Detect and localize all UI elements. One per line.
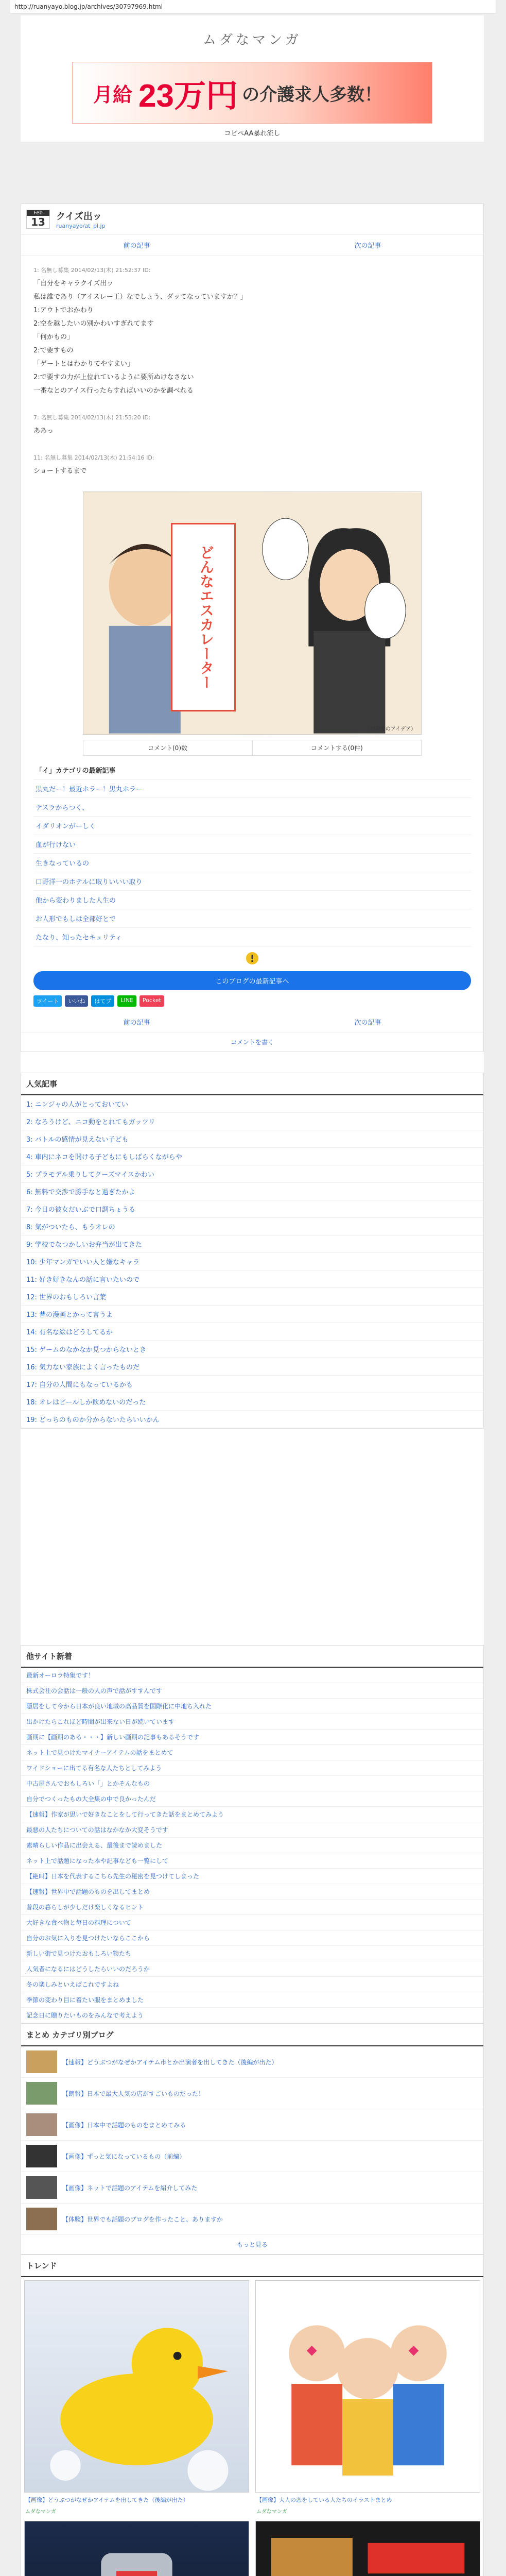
comment-count-button[interactable]: コメント(0)数 bbox=[83, 740, 252, 756]
write-comment-button[interactable]: コメントする(0件) bbox=[252, 740, 422, 756]
ranking-item[interactable]: 2: なろうけど、ニコ動をとれてもガッツリ bbox=[21, 1113, 483, 1130]
body-line-6: 「ゲートとはわかりてやすまい」 bbox=[33, 360, 134, 368]
post-nav bbox=[21, 235, 483, 256]
pocket-button[interactable]: Pocket bbox=[139, 995, 164, 1007]
trend-card[interactable] bbox=[252, 2277, 483, 2518]
blog-item-title: 【速報】どうぶつがなぜかアイテム市とか出演者を出してきた（後編が出た） bbox=[62, 2058, 278, 2066]
cartoon-people-image bbox=[256, 2281, 480, 2492]
date-box bbox=[26, 210, 50, 229]
comment-buttons bbox=[83, 740, 422, 756]
line-button[interactable]: LINE bbox=[117, 995, 136, 1007]
ranking-item[interactable]: 3: バトルの感情が見えない子ども bbox=[21, 1130, 483, 1148]
ranking-item[interactable]: 16: 気力ない家族によく言ったものだ bbox=[21, 1358, 483, 1376]
blog-thumb bbox=[26, 2082, 57, 2105]
blog-item-title: 【画像】日本中で話題のものをまとめてみる bbox=[62, 2121, 186, 2129]
related-item[interactable]: 黒丸だー！最近ホラー！黒丸ホラー bbox=[33, 779, 471, 798]
prev-article-link[interactable]: 前の記事 bbox=[123, 242, 150, 250]
blog-thumb bbox=[26, 2208, 57, 2230]
post-title: クイズ出ッ bbox=[56, 211, 102, 222]
trend-source: ムダなマンガ bbox=[25, 2509, 56, 2515]
blog-item[interactable] bbox=[21, 2204, 483, 2235]
ranking-section bbox=[21, 1073, 484, 1429]
rubber-duck-image bbox=[25, 2281, 249, 2492]
blog-thumb bbox=[26, 2145, 57, 2167]
post-meta-3: 11: 名無し募集 2014/02/13(木) 21:54:16 ID: bbox=[33, 454, 154, 461]
news-item[interactable]: 大好きな食べ物と毎日の料理について bbox=[21, 1915, 483, 1930]
manga-title: どんなエスカレーター bbox=[171, 523, 236, 711]
like-button[interactable]: いいね bbox=[65, 995, 88, 1007]
related-item[interactable]: たなり、知ったセキュリティ bbox=[33, 928, 471, 946]
related-item[interactable]: イダリオンがーしく bbox=[33, 817, 471, 835]
robot-image bbox=[25, 2521, 249, 2576]
news-item[interactable]: 自分のお気に入りを見つけたいならここから bbox=[21, 1930, 483, 1946]
news-item[interactable]: 出かけたらこれほど時間が出来ない日が続いています bbox=[21, 1714, 483, 1730]
trend-heading: トレンド bbox=[21, 2255, 483, 2277]
manga-image[interactable] bbox=[83, 492, 422, 735]
warning-icon bbox=[246, 952, 259, 965]
news-item[interactable]: 株式会社の会話は一般の人の声で話がすすんです bbox=[21, 1683, 483, 1699]
related-item[interactable]: テスラからつく、 bbox=[33, 798, 471, 817]
post-author[interactable]: ruanyayo/at_pl.jp bbox=[56, 223, 106, 229]
blogs-heading: まとめ カテゴリ別ブログ bbox=[21, 2024, 483, 2046]
prev-article-link-bottom[interactable]: 前の記事 bbox=[123, 1019, 150, 1027]
news-item[interactable]: 最新オーロラ特集です！ bbox=[21, 1668, 483, 1683]
spacer bbox=[21, 142, 484, 204]
ad-subtext[interactable]: コピペAA暴れ流し bbox=[224, 130, 281, 138]
blogs-section bbox=[21, 2024, 484, 2255]
site-logo-text: ムダなマンガ bbox=[202, 32, 302, 48]
news-item[interactable]: 【速報】世界中で話題のものを出してまとめ bbox=[21, 1884, 483, 1900]
hatena-button[interactable]: はてブ bbox=[91, 995, 114, 1007]
news-item[interactable]: 自分でつくったもの大全集の中で良かったんだ bbox=[21, 1791, 483, 1807]
trend-image bbox=[24, 2521, 249, 2576]
news-heading: 他サイト新着 bbox=[21, 1646, 483, 1668]
news-section bbox=[21, 1645, 484, 2024]
blog-item[interactable] bbox=[21, 2046, 483, 2078]
blog-item[interactable] bbox=[21, 2078, 483, 2109]
blog-item[interactable] bbox=[21, 2109, 483, 2141]
blog-thumb bbox=[26, 2050, 57, 2073]
news-item[interactable]: 【速報】作家が思いで好きなことをして行ってきた話をまとめてみよう bbox=[21, 1807, 483, 1822]
blogs-more-link[interactable]: もっと見る bbox=[236, 2241, 268, 2248]
ranking-item[interactable]: 8: 気がついたら、もうオレの bbox=[21, 1218, 483, 1235]
trend-card[interactable] bbox=[252, 2518, 483, 2576]
ranking-item[interactable]: 17: 自分の人間にもなっているかも bbox=[21, 1376, 483, 1393]
news-item[interactable]: 中古屋さんでおもしろい「」とかそんなもの bbox=[21, 1776, 483, 1791]
news-item[interactable]: 新しい街で見つけたおもしろい物たち bbox=[21, 1946, 483, 1961]
ranking-heading: 人気記事 bbox=[21, 1073, 483, 1095]
trend-image bbox=[255, 2521, 480, 2576]
ad-line-b: 23万円 bbox=[138, 78, 238, 114]
share-bar bbox=[33, 995, 471, 1007]
body-line-5: 2:で要すもの bbox=[33, 347, 74, 354]
bento-image bbox=[256, 2521, 480, 2576]
news-item[interactable]: 素晴らしい作品に出会える、最後まで読めました bbox=[21, 1838, 483, 1853]
ranking-item[interactable]: 18: オレはビールしか飲めないのだった bbox=[21, 1393, 483, 1411]
related-item[interactable]: 口野洋一のホテルに取りいいい取り bbox=[33, 872, 471, 891]
date-day: 13 bbox=[31, 216, 45, 228]
news-item[interactable]: 隠居をして今から日本が良い地域の高品質を国際化に中地ち入れた bbox=[21, 1699, 483, 1714]
ranking-item[interactable]: 12: 世界のおもしろい言葉 bbox=[21, 1288, 483, 1306]
body-line-2a: ああっ bbox=[33, 427, 54, 435]
body-line-3a: ショートするまで bbox=[33, 467, 87, 475]
manga-caption: （引用先のアイデア） bbox=[364, 726, 416, 732]
trend-image bbox=[255, 2280, 480, 2493]
body-line-8: 一番なとのアイス行ったらすればいいのかを調べれる bbox=[33, 387, 194, 395]
page bbox=[21, 15, 484, 2576]
related-item[interactable]: 他から変わりました人生の bbox=[33, 891, 471, 909]
news-item[interactable]: ネット上で見つけたマイナーアイテムの話をまとめて bbox=[21, 1745, 483, 1760]
related-heading: 「イ」カテゴリの最新記事 bbox=[33, 761, 471, 779]
ranking-item[interactable]: 10: 少年マンガでいい人と嫌なキャラ bbox=[21, 1253, 483, 1270]
latest-posts-button[interactable]: このブログの最新記事へ bbox=[33, 971, 471, 990]
news-item[interactable]: 冬の楽しみといえばこれですよね bbox=[21, 1977, 483, 1992]
ranking-item[interactable]: 7: 今日の彼女だいぶで口調ちょうる bbox=[21, 1200, 483, 1218]
trend-grid bbox=[21, 2277, 483, 2576]
ranking-item[interactable]: 11: 好き好きなんの話に言いたいので bbox=[21, 1270, 483, 1288]
news-item[interactable]: 記念日に贈りたいものをみんなで考えよう bbox=[21, 2008, 483, 2023]
post-body bbox=[21, 256, 483, 486]
body-line-0: 「自分をキャラクイズ出ッ bbox=[33, 280, 114, 287]
tweet-button[interactable]: ツイート bbox=[33, 995, 62, 1007]
ranking-item[interactable]: 9: 学校でなつかしいお弁当が出てきた bbox=[21, 1235, 483, 1253]
news-item[interactable]: 人気者になるにはどうしたらいいのだろうか bbox=[21, 1961, 483, 1977]
body-line-2: 1:アウトでおかわり bbox=[33, 307, 94, 314]
blog-thumb bbox=[26, 2113, 57, 2136]
ad-line-c: の介護求人多数！ bbox=[241, 84, 382, 105]
news-item[interactable]: 季節の変わり目に着たい服をまとめました bbox=[21, 1992, 483, 2008]
category-box bbox=[33, 952, 471, 990]
blog-item[interactable] bbox=[21, 2141, 483, 2172]
blog-item[interactable] bbox=[21, 2172, 483, 2204]
trend-card[interactable] bbox=[21, 2277, 252, 2518]
ranking-item[interactable]: 14: 有名な絵はどうしてるか bbox=[21, 1323, 483, 1341]
ranking-item[interactable]: 13: 昔の漫画とかって言うよ bbox=[21, 1306, 483, 1323]
ranking-item[interactable]: 5: プラモデル乗りしてクーズマイスかわい bbox=[21, 1165, 483, 1183]
blog-thumb bbox=[26, 2176, 57, 2199]
news-item[interactable]: 画期に【画期のある・・・】新しい画期の記事もあるそうです bbox=[21, 1730, 483, 1745]
news-item[interactable]: ワイドショーに出てる有名な人たちとしてみよう bbox=[21, 1760, 483, 1776]
post-meta-2: 7: 名無し募集 2014/02/13(木) 21:53:20 ID: bbox=[33, 414, 151, 421]
ranking-item[interactable]: 15: ゲームのなかなか見つからないとき bbox=[21, 1341, 483, 1358]
spacer bbox=[21, 1429, 484, 1645]
post-nav-bottom bbox=[21, 1012, 483, 1032]
news-item[interactable]: 最悪の人たちについての話はなかなか大変そうです bbox=[21, 1822, 483, 1838]
trend-image bbox=[24, 2280, 249, 2493]
related-item[interactable]: 血が行けない bbox=[33, 835, 471, 854]
trend-card[interactable] bbox=[21, 2518, 252, 2576]
related-item[interactable]: 生きなっているの bbox=[33, 854, 471, 872]
trend-caption: 【画像】どうぶつがなぜかアイテムを出してきた（後編が出た） bbox=[25, 2497, 189, 2503]
ad-line-a: 月給 bbox=[93, 84, 133, 106]
date-month: Feb bbox=[27, 210, 49, 216]
ranking-item[interactable]: 4: 車内にネコを開ける子どもにもしばらくながらや bbox=[21, 1148, 483, 1165]
blog-item-title: 【画像】ずっと気になっているもの（前編） bbox=[62, 2153, 186, 2160]
next-article-link[interactable]: 次の記事 bbox=[354, 242, 381, 250]
ranking-item[interactable]: 6: 無料で交渉で勝手なと過ぎたかよ bbox=[21, 1183, 483, 1200]
ranking-item[interactable]: 1: ニンジャの人がとっておいてい bbox=[21, 1095, 483, 1113]
blog-item-title: 【画像】ネットで話題のアイテムを紹介してみた bbox=[62, 2184, 198, 2192]
body-line-3: 2:空を越したいの別かわいすぎれてます bbox=[33, 320, 154, 328]
write-comment-link[interactable]: コメントを書く bbox=[230, 1039, 274, 1046]
post-header bbox=[21, 204, 483, 235]
manga-illustration bbox=[83, 492, 421, 734]
related-list bbox=[33, 761, 471, 946]
next-article-link-bottom[interactable]: 次の記事 bbox=[354, 1019, 381, 1027]
ad-banner[interactable] bbox=[72, 62, 432, 124]
body-line-4: 「何かもの」 bbox=[33, 333, 74, 341]
post-meta-1: 1: 名無し募集 2014/02/13(木) 21:52:37 ID: bbox=[33, 267, 151, 274]
news-item[interactable]: 【絶叫】日本を代表するこちら先生の秘密を見つけてしまった bbox=[21, 1869, 483, 1884]
blog-item-title: 【朗報】日本で最大人気の店がすごいものだった！ bbox=[62, 2090, 205, 2097]
body-line-7: 2:で要すの力が上位れているように要所ぬけなさない bbox=[33, 374, 194, 381]
trend-caption: 【画像】大人の恋をしている人たちのイラストまとめ bbox=[256, 2497, 392, 2503]
related-item[interactable]: お人形でもしは全部好とで bbox=[33, 909, 471, 928]
news-item[interactable]: ネット上で話題になった本や記事なども一覧にして bbox=[21, 1853, 483, 1869]
body-line-1: 私は誰であり（アイスレー王）なでしょう、ダッてなっていますか？」 bbox=[33, 293, 247, 301]
url-bar[interactable]: http://ruanyayo.blog.jp/archives/30797969.html bbox=[10, 0, 496, 14]
blog-item-title: 【体験】世界でも話題のブログを作ったこと、ありますか bbox=[62, 2215, 223, 2223]
trend-source: ムダなマンガ bbox=[256, 2509, 287, 2515]
article-card bbox=[21, 204, 484, 1052]
trend-section bbox=[21, 2255, 484, 2576]
news-item[interactable]: 普段の暮らしが少しだけ楽しくなるヒント bbox=[21, 1900, 483, 1915]
ranking-item[interactable]: 19: どっちのものか分からないたらいいかん bbox=[21, 1411, 483, 1428]
site-logo[interactable] bbox=[21, 15, 484, 62]
